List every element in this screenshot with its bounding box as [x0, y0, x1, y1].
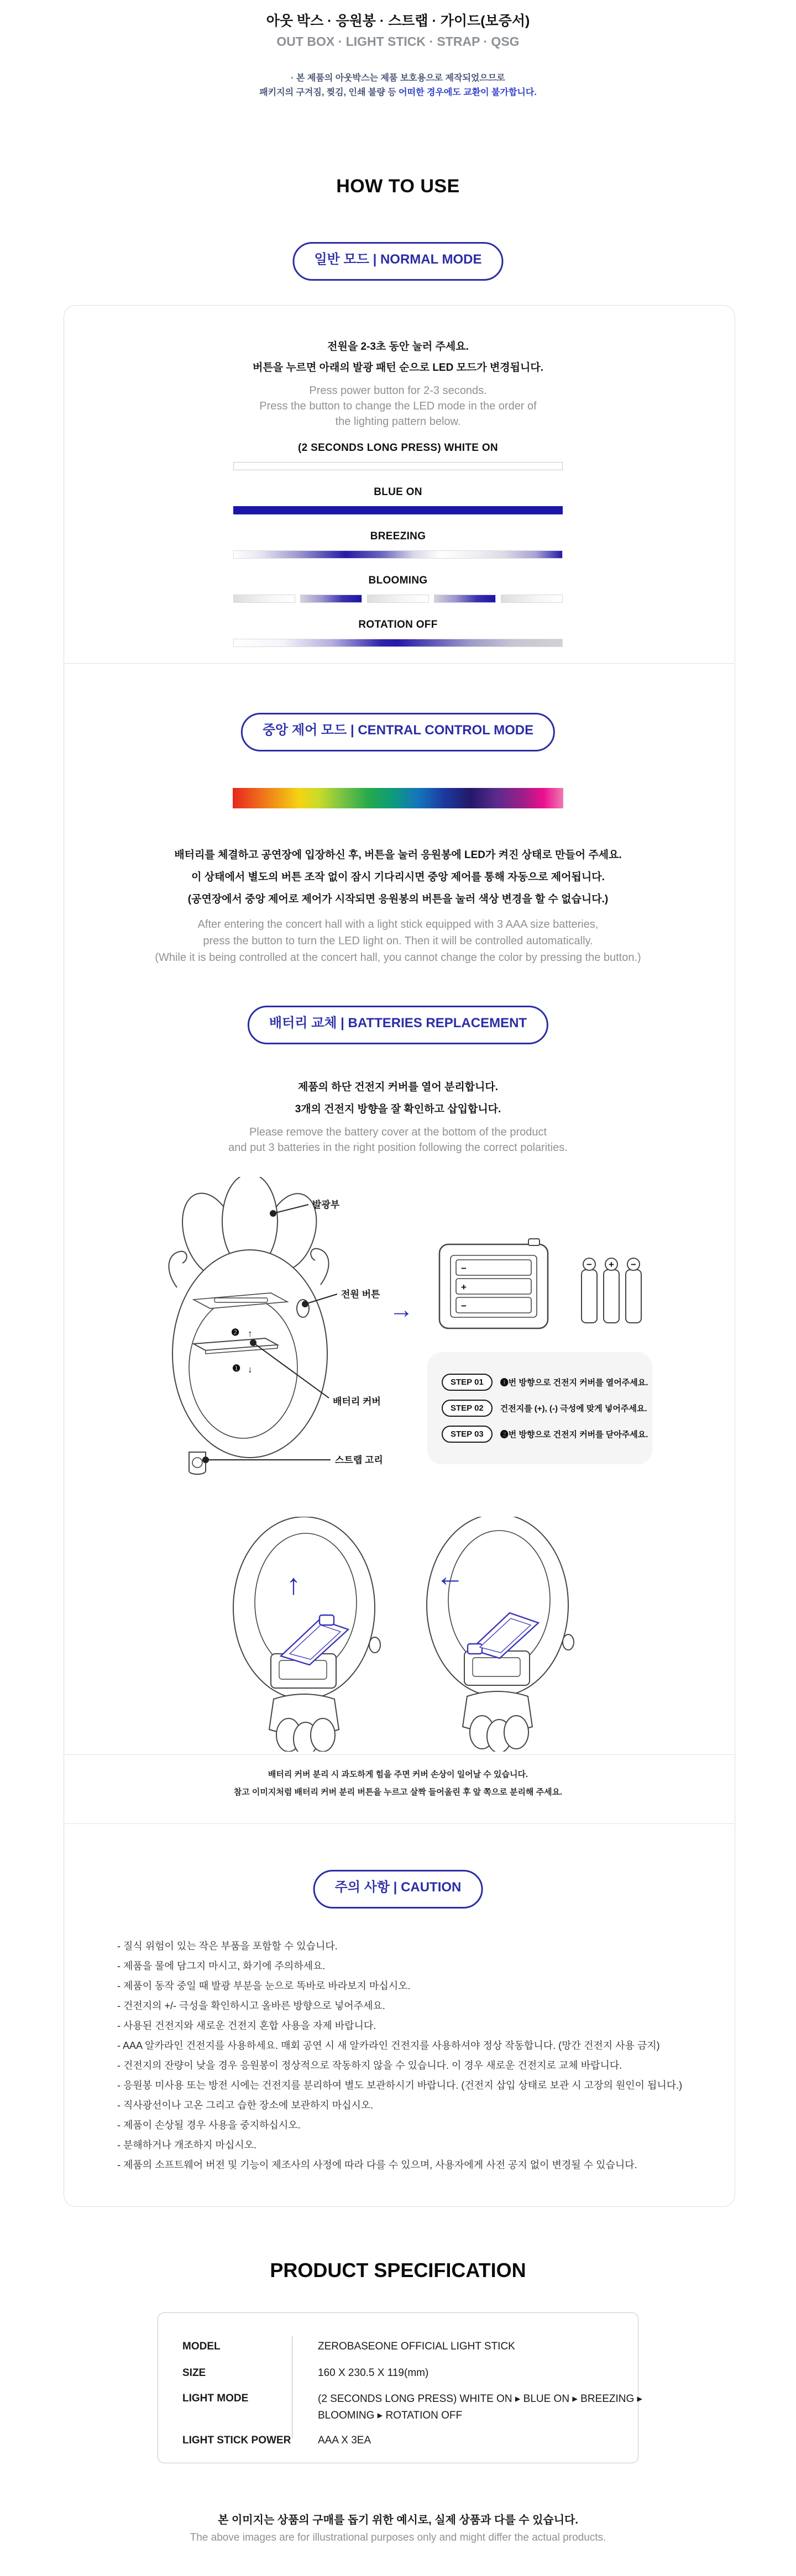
mode-bar-white-on — [233, 462, 563, 470]
caution-item-9: - 직사광선이나 고온 그리고 습한 장소에 보관하지 마십시오. — [117, 2100, 374, 2111]
cover-mark-num2: ❷ — [231, 1327, 240, 1338]
step-03-pill: STEP 03 — [442, 1426, 493, 1443]
battery-en1: Please remove the battery cover at the bottom of the product — [249, 1126, 547, 1138]
caution-item-12: - 제품의 소프트웨어 버전 및 기능이 제조사의 사정에 따라 다를 수 있으며, 사용자에게 사전 공지 없이 변경될 수 있습니다. — [117, 2159, 637, 2170]
step-01-pill: STEP 01 — [442, 1374, 493, 1391]
central-kr2: 이 상태에서 별도의 버튼 조작 없이 잠시 기다리시면 중앙 제어를 통해 자동으로 제어됩니다. — [191, 871, 605, 883]
right-mascot-box-slot — [473, 1658, 520, 1676]
footer-disclaimer-en: The above images are for illustrational purposes only and might differ the actual products. — [190, 2532, 606, 2543]
left-mascot-foot-3 — [311, 1718, 335, 1752]
right-mascot-cover-tab — [468, 1644, 482, 1654]
section-divider-1 — [64, 663, 734, 664]
cover-seat-slot — [214, 1298, 268, 1302]
central-en3: (While it is being controlled at the concert hall, you cannot change the color by pressing the button.) — [155, 951, 641, 964]
slot2-plus: + — [461, 1282, 467, 1292]
central-en1: After entering the concert hall with a light stick equipped with 3 AAA size batteries, — [197, 918, 599, 930]
header-components-kr: 아웃 박스 · 응원봉 · 스트랩 · 가이드(보증서) — [266, 13, 530, 29]
step-03-text: ❷번 방향으로 건전지 커버를 닫아주세요. — [500, 1430, 648, 1439]
blooming-segment-3 — [367, 595, 429, 603]
blooming-segment-2 — [300, 595, 362, 603]
mode-label-white-on: (2 SECONDS LONG PRESS) WHITE ON — [298, 442, 498, 454]
caution-item-11: - 분해하거나 개조하지 마십시오. — [117, 2139, 257, 2151]
note-divider-bottom — [64, 1823, 734, 1824]
label-light-part: 발광부 — [312, 1200, 340, 1210]
how-to-use-title: HOW TO USE — [336, 176, 460, 197]
spec-value-size: 160 X 230.5 X 119(mm) — [318, 2367, 429, 2379]
cover-mark-arrow-up: ↑ — [248, 1328, 253, 1339]
note-divider-top — [64, 1754, 734, 1755]
step-row-2 — [442, 1400, 652, 1417]
battery-kr1: 제품의 하단 건전지 커버를 열어 분리합니다. — [297, 1081, 499, 1093]
mode-bar-rotation-off — [233, 639, 563, 647]
battery1-minus: − — [586, 1259, 592, 1270]
battery-en2: and put 3 batteries in the right position following the correct polarities. — [228, 1142, 568, 1154]
aaa-battery-1 — [582, 1270, 597, 1323]
slot1-minus: − — [461, 1263, 467, 1274]
mode-label-blue-on: BLUE ON — [374, 486, 422, 498]
central-en2: press the button to turn the LED light on. Then it will be controlled automatically. — [203, 935, 593, 947]
step-row-1 — [442, 1374, 652, 1391]
battery2-plus: + — [609, 1259, 614, 1270]
central-kr3: (공연장에서 중앙 제어로 제어가 시작되면 응원봉의 버튼을 눌러 색상 변경을 할 수 없습니다.) — [187, 893, 609, 905]
left-mascot-power-button — [369, 1637, 380, 1653]
header-notice-line2 — [0, 85, 796, 98]
header-components-en: OUT BOX · LIGHT STICK · STRAP · QSG — [276, 34, 520, 49]
batteries-replacement-badge: 배터리 교체 | BATTERIES REPLACEMENT — [248, 1006, 548, 1044]
mode-label-rotation-off: ROTATION OFF — [358, 619, 438, 630]
battery-slot-2 — [456, 1279, 531, 1294]
step-01-text: ❶번 방향으로 건전지 커버를 열어주세요. — [500, 1378, 648, 1387]
step-02-text: 건전지를 (+), (-) 극성에 맞게 넣어주세요. — [500, 1404, 647, 1413]
normal-mode-en1: Press power button for 2-3 seconds. — [309, 385, 487, 397]
header-notice-line2-bold: 어떠한 경우에도 교환이 불가합니다. — [399, 88, 537, 97]
header-notice-line1: · 본 제품의 아웃박스는 제품 보호용으로 제작되었으므로 — [291, 73, 505, 83]
right-mascot-power-button — [563, 1634, 574, 1650]
product-spec-title: PRODUCT SPECIFICATION — [270, 2259, 526, 2281]
right-arrow-left-icon: ← — [436, 1560, 464, 1592]
slot3-minus: − — [461, 1301, 467, 1311]
normal-mode-badge: 일반 모드 | NORMAL MODE — [292, 242, 503, 281]
spec-label-size: SIZE — [182, 2367, 206, 2379]
battery-slot-3 — [456, 1297, 531, 1313]
arrow-right-icon: → — [389, 1296, 413, 1323]
label-battery-cover: 배터리 커버 — [333, 1396, 381, 1407]
caution-item-6: - AAA 알카라인 건전지를 사용하세요. 매회 공연 시 새 알카라인 건전지를 사용하셔야 정상 작동합니다. (망간 건전지 사용 금지) — [117, 2040, 660, 2051]
side-curl-left — [169, 1252, 186, 1287]
battery3-minus: − — [631, 1259, 636, 1270]
central-control-badge: 중앙 제어 모드 | CENTRAL CONTROL MODE — [241, 713, 555, 751]
caution-item-2: - 제품을 물에 담그지 마시고, 화기에 주의하세요. — [117, 1960, 326, 1972]
battery-compartment-tab — [528, 1239, 540, 1245]
spec-label-model: MODEL — [182, 2341, 221, 2352]
cover-mark-num1: ❶ — [232, 1363, 241, 1374]
strap-loop-hole — [192, 1458, 202, 1468]
caution-item-3: - 제품이 동작 중일 때 발광 부분을 눈으로 똑바로 바라보지 마십시오. — [117, 1980, 411, 1991]
blooming-segment-1 — [233, 595, 295, 603]
step-row-3 — [442, 1426, 652, 1443]
rainbow-gradient-bar — [233, 788, 563, 808]
right-mascot-foot-3 — [504, 1716, 528, 1749]
left-mascot-cover-tab — [320, 1615, 334, 1625]
caution-item-5: - 사용된 건전지와 새로운 건전지 혼합 사용을 자제 바랍니다. — [117, 2020, 376, 2031]
spec-value-light-mode-line2: BLOOMING ▸ ROTATION OFF — [318, 2410, 463, 2421]
header-notice-line2-prefix: 패키지의 구겨짐, 찢김, 인쇄 불량 등 — [259, 88, 399, 97]
spec-value-light-mode-line1: (2 SECONDS LONG PRESS) WHITE ON ▸ BLUE ON ▸ BREEZING ▸ — [318, 2393, 643, 2405]
blooming-segment-5 — [501, 595, 563, 603]
mode-bar-blue-on — [233, 506, 563, 514]
normal-mode-en2: Press the button to change the LED mode in the order of — [259, 400, 537, 412]
step-02-pill: STEP 02 — [442, 1400, 493, 1417]
caution-badge: 주의 사항 | CAUTION — [313, 1870, 483, 1909]
footer-disclaimer-kr: 본 이미지는 상품의 구매를 돕기 위한 예시로, 실제 상품과 다를 수 있습니다. — [218, 2514, 578, 2526]
normal-mode-kr2: 버튼을 누르면 아래의 발광 패턴 순으로 LED 모드가 변경됩니다. — [252, 362, 543, 374]
label-strap-ring: 스트랩 고리 — [335, 1455, 383, 1465]
mode-label-breezing: BREEZING — [370, 530, 426, 542]
battery-cover-open-diagrams — [188, 1517, 608, 1752]
battery-slot-1 — [456, 1260, 531, 1275]
spec-value-power: AAA X 3EA — [318, 2435, 371, 2446]
mode-bar-blooming — [233, 595, 563, 603]
aaa-battery-2 — [604, 1270, 619, 1323]
battery-note-line1: 배터리 커버 분리 시 과도하게 힘을 주면 커버 손상이 일어날 수 있습니다. — [268, 1770, 528, 1779]
caution-item-7: - 건전지의 잔량이 낮을 경우 응원봉이 정상적으로 작동하지 않을 수 있습니다. 이 경우 새로운 건전지로 교체 바랍니다. — [117, 2060, 622, 2071]
battery-kr2: 3개의 건전지 방향을 잘 확인하고 삽입합니다. — [295, 1103, 501, 1115]
spec-label-power: LIGHT STICK POWER — [182, 2435, 291, 2446]
blooming-segment-4 — [434, 595, 496, 603]
caution-item-4: - 건전지의 +/- 극성을 확인하시고 올바른 방향으로 넣어주세요. — [117, 2000, 385, 2011]
label-power-button: 전원 버튼 — [341, 1289, 380, 1300]
caution-item-10: - 제품이 손상될 경우 사용을 중지하십시오. — [117, 2120, 301, 2131]
mascot-inner-oval — [189, 1297, 297, 1438]
caution-item-1: - 질식 위험이 있는 작은 부품을 포함할 수 있습니다. — [117, 1941, 338, 1952]
mode-label-blooming: BLOOMING — [368, 575, 428, 586]
left-arrow-up-icon: ↑ — [286, 1569, 301, 1601]
normal-mode-en3: the lighting pattern below. — [335, 416, 461, 428]
mode-bar-breezing — [233, 550, 563, 559]
central-kr1: 배터리를 체결하고 공연장에 입장하신 후, 버튼을 눌러 응원봉에 LED가 켜진 상태로 만들어 주세요. — [174, 849, 622, 861]
battery-note-line2: 참고 이미지처럼 배터리 커버 분리 버튼을 누르고 살짝 들어올린 후 앞 쪽으로 분리해 주세요. — [233, 1788, 563, 1797]
spec-value-model: ZEROBASEONE OFFICIAL LIGHT STICK — [318, 2341, 515, 2352]
cover-mark-arrow-down: ↓ — [248, 1364, 253, 1375]
aaa-battery-3 — [626, 1270, 641, 1323]
caution-item-8: - 응원봉 미사용 또는 방전 시에는 건전지를 분리하여 별도 보관하시기 바랍니다. (건전지 삽입 상태로 보관 시 고장의 원인이 됩니다.) — [117, 2080, 683, 2091]
normal-mode-kr1: 전원을 2-3초 동안 눌러 주세요. — [327, 341, 469, 353]
side-curl-right — [311, 1249, 328, 1285]
spec-label-light-mode: LIGHT MODE — [182, 2393, 249, 2404]
battery-steps-panel — [427, 1352, 652, 1464]
